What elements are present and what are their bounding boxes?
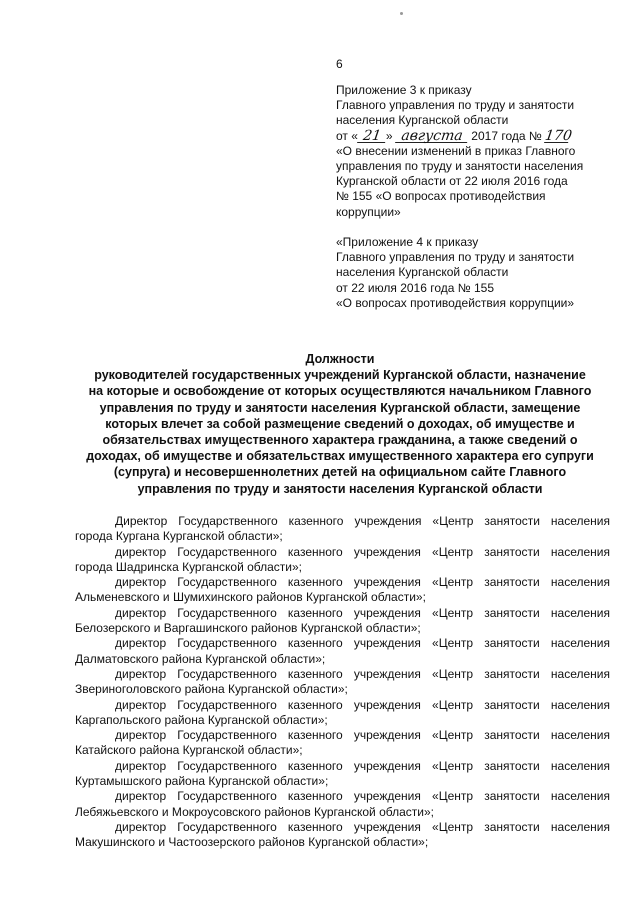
appendix-3-line-9: коррупции» [336, 204, 401, 219]
list-item-line-1: директор Государственного казенного учреждения «Центр занятости населения [115, 758, 610, 773]
list-item-line-2: Далматовского района Курганской области»; [75, 651, 326, 666]
appendix-3-line-6: управления по труду и занятости населения [336, 159, 584, 174]
list-item [75, 698, 610, 729]
heading-line: на которые и освобождение от которых осуществляются начальником Главного [88, 384, 592, 399]
list-item-line-2: Лебяжьевского и Мокроусовского районов Курганской области»; [75, 804, 434, 819]
appendix-4-line-5: «О вопросах противодействия коррупции» [336, 295, 575, 310]
list-item-line-1: Директор Государственного казенного учреждения «Центр занятости населения [115, 514, 610, 528]
list-item [75, 759, 610, 790]
list-item-line-1: директор Государственного казенного учреждения «Центр занятости населения [115, 605, 610, 620]
appendix-3-line-8: № 155 «О вопросах противодействия [336, 189, 546, 204]
appendix-3-line-3: населения Курганской области [336, 113, 509, 128]
heading-line: которых влечет за собой размещение сведений о доходах, об имуществе и [105, 416, 575, 431]
handwritten-order-number: 170 [544, 127, 574, 144]
list-item-line-1: директор Государственного казенного учреждения «Центр занятости населения [115, 789, 610, 804]
list-item [75, 575, 610, 606]
appendix-4-line-2: Главного управления по труду и занятости [336, 250, 575, 265]
list-item-line-1: директор Государственного казенного учреждения «Центр занятости населения [115, 544, 610, 559]
heading-line: доходах, об имуществе и обязательствах имущественного характера его супруги [86, 449, 594, 464]
heading-line: обязательствах имущественного характера гражданина, а также сведений о [102, 433, 578, 448]
appendix-4-line-3: населения Курганской области [336, 265, 509, 280]
list-item-line-1: директор Государственного казенного учреждения «Центр занятости населения [115, 636, 610, 651]
heading-title: Должности [305, 352, 375, 366]
list-item [75, 667, 610, 698]
list-item-line-1: директор Государственного казенного учреждения «Центр занятости населения [115, 666, 610, 681]
appendix-4-line-4: от 22 июля 2016 года № 155 [336, 280, 494, 295]
list-item [75, 789, 610, 820]
page-number: 6 [336, 57, 343, 71]
list-item [75, 820, 610, 851]
scan-dot [400, 12, 403, 15]
list-item [75, 514, 610, 545]
appendix-3-header [336, 83, 626, 220]
list-item-line-2: Звериноголовского района Курганской области»; [75, 682, 348, 697]
list-item-line-1: директор Государственного казенного учреждения «Центр занятости населения [115, 819, 610, 834]
list-item-line-2: города Шадринска Курганской области»; [75, 559, 303, 574]
handwritten-day: 21 [357, 130, 387, 143]
heading-line: управления по труду и занятости населения Курганской области [137, 481, 543, 496]
list-item-line-2: Каргапольского района Курганской области»; [75, 712, 328, 727]
list-item-line-2: Куртамышского района Курганской области»; [75, 774, 329, 789]
appendix-3-date-line [336, 129, 626, 144]
appendix-3-line-5: «О внесении изменений в приказ Главного [336, 143, 576, 158]
list-item-line-1: директор Государственного казенного учреждения «Центр занятости населения [115, 697, 610, 712]
positions-list [75, 514, 610, 851]
date-mid: » [385, 128, 393, 143]
appendix-4-header [336, 235, 626, 311]
document-heading [70, 351, 610, 497]
list-item [75, 545, 610, 576]
date-prefix: от « [336, 128, 358, 143]
list-item-line-2: Альменевского и Шумихинского районов Курганской области»; [75, 590, 426, 605]
list-item-line-2: Катайского района Курганской области»; [75, 743, 303, 758]
heading-line: (супруга) и несовершеннолетних детей на официальном сайте Главного [113, 465, 567, 480]
handwritten-month: августа [395, 130, 469, 143]
list-item-line-2: Макушинского и Частоозерского районов Курганской области»; [75, 835, 429, 850]
list-item-line-1: директор Государственного казенного учреждения «Центр занятости населения [115, 728, 610, 743]
date-suffix: 2017 года № [471, 128, 542, 143]
heading-line: руководителей государственных учреждений Курганской области, назначение [94, 368, 586, 383]
list-item [75, 636, 610, 667]
list-item-line-2: Белозерского и Варгашинского районов Курганской области»; [75, 621, 421, 636]
appendix-3-line-2: Главного управления по труду и занятости [336, 98, 575, 113]
list-item-line-1: директор Государственного казенного учреждения «Центр занятости населения [115, 575, 610, 590]
appendix-3-line-1: Приложение 3 к приказу [336, 83, 472, 97]
list-item [75, 728, 610, 759]
list-item [75, 606, 610, 637]
list-item-line-2: города Кургана Курганской области»; [75, 529, 283, 544]
heading-line: управления по труду и занятости населения Курганской области, замещение [99, 400, 581, 415]
appendix-4-line-1: «Приложение 4 к приказу [336, 235, 479, 249]
appendix-3-line-7: Курганской области от 22 июля 2016 года [336, 174, 568, 189]
